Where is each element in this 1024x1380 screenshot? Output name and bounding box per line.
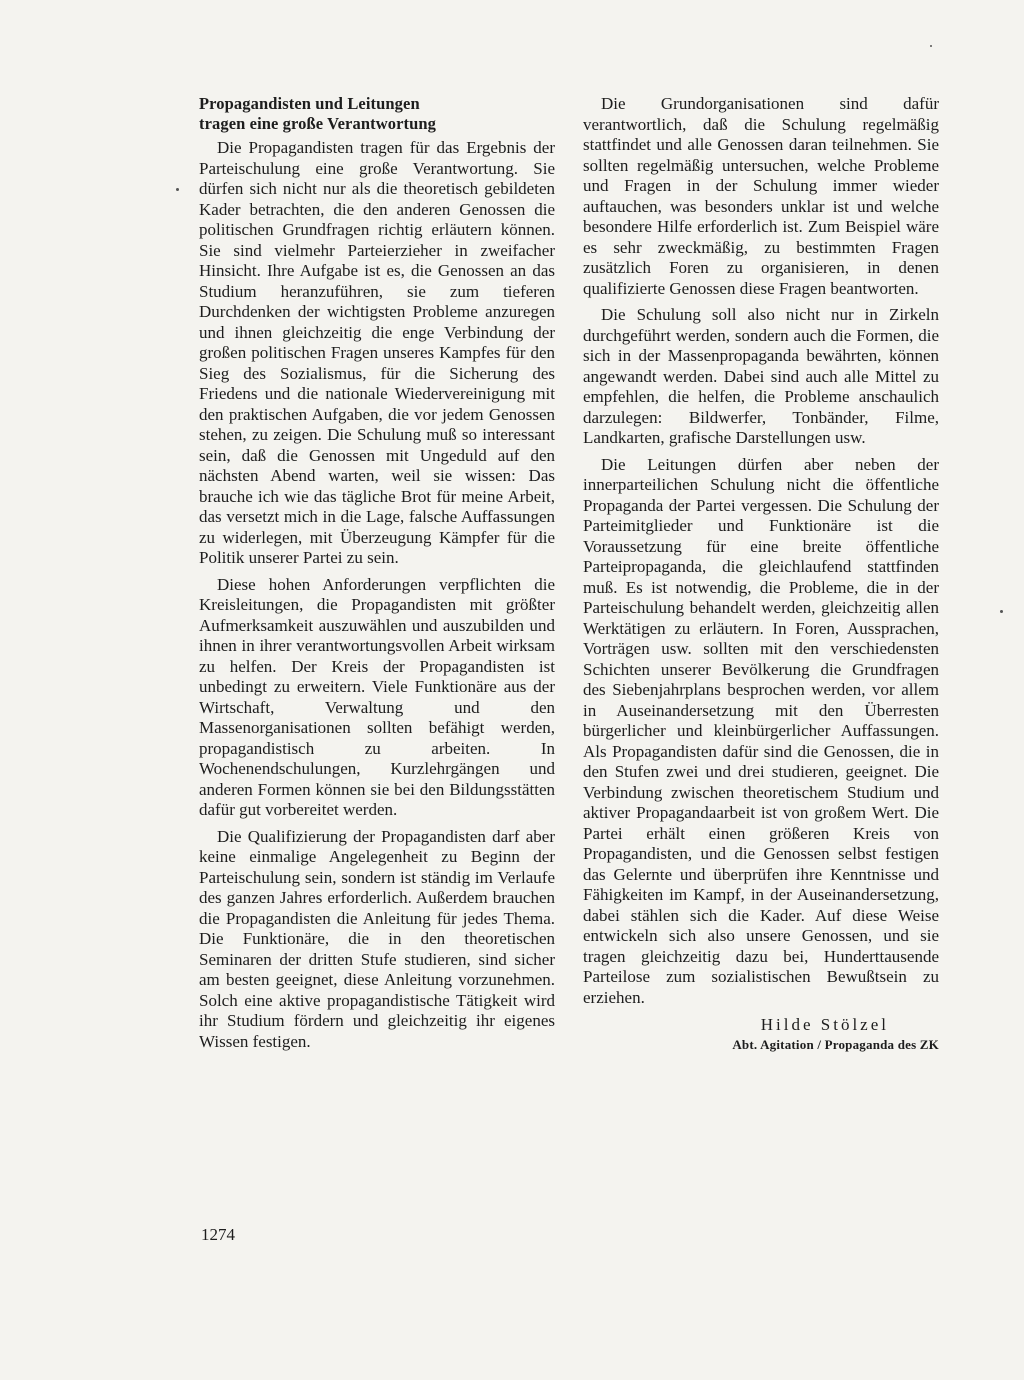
paragraph: Die Leitungen dürfen aber neben der innerparteilichen Schulung nicht die öffentliche Propaganda der Partei vergessen. Die Schulung der Parteimitglieder und Funktionäre ist die Voraussetzung für eine breite öffentliche Parteipropaganda, die gleichlaufend stattfinden muß. Es ist notwendig, die Probleme, die in der Parteischulung behandelt werden, gleichzeitig allen Werktätigen zu erläutern. In Foren, Aussprachen, Vorträgen usw. sollten mit den verschiedensten Schichten unserer Bevölkerung die Grundfragen des Siebenjahrplans besprochen werden, vor allem in Auseinandersetzung mit den Überresten bürgerlicher und kleinbürgerlicher Auffassungen. Als Propagandisten dafür sind die Genossen, die in den Stufen zwei und drei studieren, geeignet. Die Verbindung zwischen theoretischem Studium und aktiver Propagandaarbeit ist von großem Wert. Die Partei erhält einen größeren Kreis von Propagandisten, und die Genossen selbst festigen das Gelernte und überprüfen ihre Kenntnisse und Fähigkeiten im Kampf, in der Auseinandersetzung, dabei stählen sich die Kader. Auf diese Weise entwickeln sich also unsere Genossen, und sie tragen gleichzeitig dazu bei, Hunderttausende Parteilose zum sozialistischen Bewußtsein zu erziehen. [583, 454, 939, 1007]
section-heading [199, 94, 555, 134]
paragraph: Die Schulung soll also nicht nur in Zirkeln durchgeführt werden, sondern auch die Formen, die sich in der Massenpropaganda bewährten, können angewandt werden. Dabei sind auch alle Mittel zu empfehlen, die helfen, die Probleme anschaulich darzulegen: Bildwerfer, Tonbänder, Filme, Landkarten, grafische Darstellungen usw. [583, 305, 939, 447]
author-name: Hilde Stölzel [760, 1015, 889, 1034]
scan-speck [1000, 610, 1003, 613]
left-column [199, 94, 555, 1058]
paragraph: Die Propagandisten tragen für das Ergebnis der Parteischulung eine große Verantwortung. Sie dürfen sich nicht nur als die theoretisch gebildeten Kader betrachten, die den anderen Genossen die politischen Grundfragen richtig erläutern können. Sie sind vielmehr Parteierzieher in zweifacher Hinsicht. Ihre Aufgabe ist es, die Genossen an das Studium heranzuführen, sie zum tieferen Durchdenken der wichtigsten Probleme anzuregen und ihnen gleichzeitig die enge Verbindung der großen politischen Fragen unseres Kampfes für den Sieg des Sozialismus, für die Sicherung des Friedens und die nationale Wiedervereinigung mit den praktischen Aufgaben, die vor jedem Genossen stehen, zu zeigen. Die Schulung muß so interessant sein, daß die Genossen mit Ungeduld auf den nächsten Abend warten, weil sie wissen: Das brauche ich wie das tägliche Brot für meine Arbeit, das versetzt mich in die Lage, falsche Auffassungen zu widerlegen, mit Überzeugung Kämpfer für die Politik unserer Partei zu sein. [199, 138, 555, 567]
heading-line-1: Propagandisten und Leitungen [199, 94, 420, 113]
paragraph: Diese hohen Anforderungen verpflichten die Kreisleitungen, die Propagandisten mit größter Aufmerksamkeit auszuwählen und auszubilden und ihnen in ihrer verantwortungsvollen Arbeit wirksam zu helfen. Der Kreis der Propagandisten ist unbedingt zu erweitern. Viele Funktionäre aus der Wirtschaft, Verwaltung und den Massenorganisationen sollten befähigt werden, propagandistisch zu arbeiten. In Wochenendschulungen, Kurzlehrgängen und anderen Formen können sie bei den Bildungsstätten dafür gut vorbereitet werden. [199, 574, 555, 819]
paragraph: Die Qualifizierung der Propagandisten darf aber keine einmalige Angelegenheit zu Beginn der Parteischulung sein, sondern ist ständig im Verlaufe des ganzen Jahres erforderlich. Außerdem brauchen die Propagandisten die Anleitung für jedes Thema. Die Funktionäre, die in den theoretischen Seminaren der dritten Stufe studieren, sind sicher am besten geeignet, diese Anleitung vorzunehmen. Solch eine aktive propagandistische Tätigkeit wird ihr Studium fördern und gleichzeitig ihr eigenes Wissen festigen. [199, 826, 555, 1051]
paragraph: Die Grundorganisationen sind dafür verantwortlich, daß die Schulung regelmäßig stattfindet und alle Genossen daran teilnehmen. Sie sollten regelmäßig untersuchen, welche Probleme und Fragen in der Schulung immer wieder auftauchen, was besonders unklar ist und welche besondere Hilfe erforderlich ist. Zum Beispiel wäre es sehr zweckmäßig, zu bestimmten Fragen zusätzlich Foren zu organisieren, in denen qualifizierte Genossen diese Fragen beantworten. [583, 94, 939, 298]
scan-speck [930, 45, 932, 47]
author-department: Abt. Agitation / Propaganda des ZK [732, 1037, 939, 1052]
scan-speck [176, 188, 179, 191]
heading-line-2: tragen eine große Verantwortung [199, 114, 436, 133]
right-column [583, 94, 939, 1054]
page-number: 1274 [201, 1225, 235, 1244]
